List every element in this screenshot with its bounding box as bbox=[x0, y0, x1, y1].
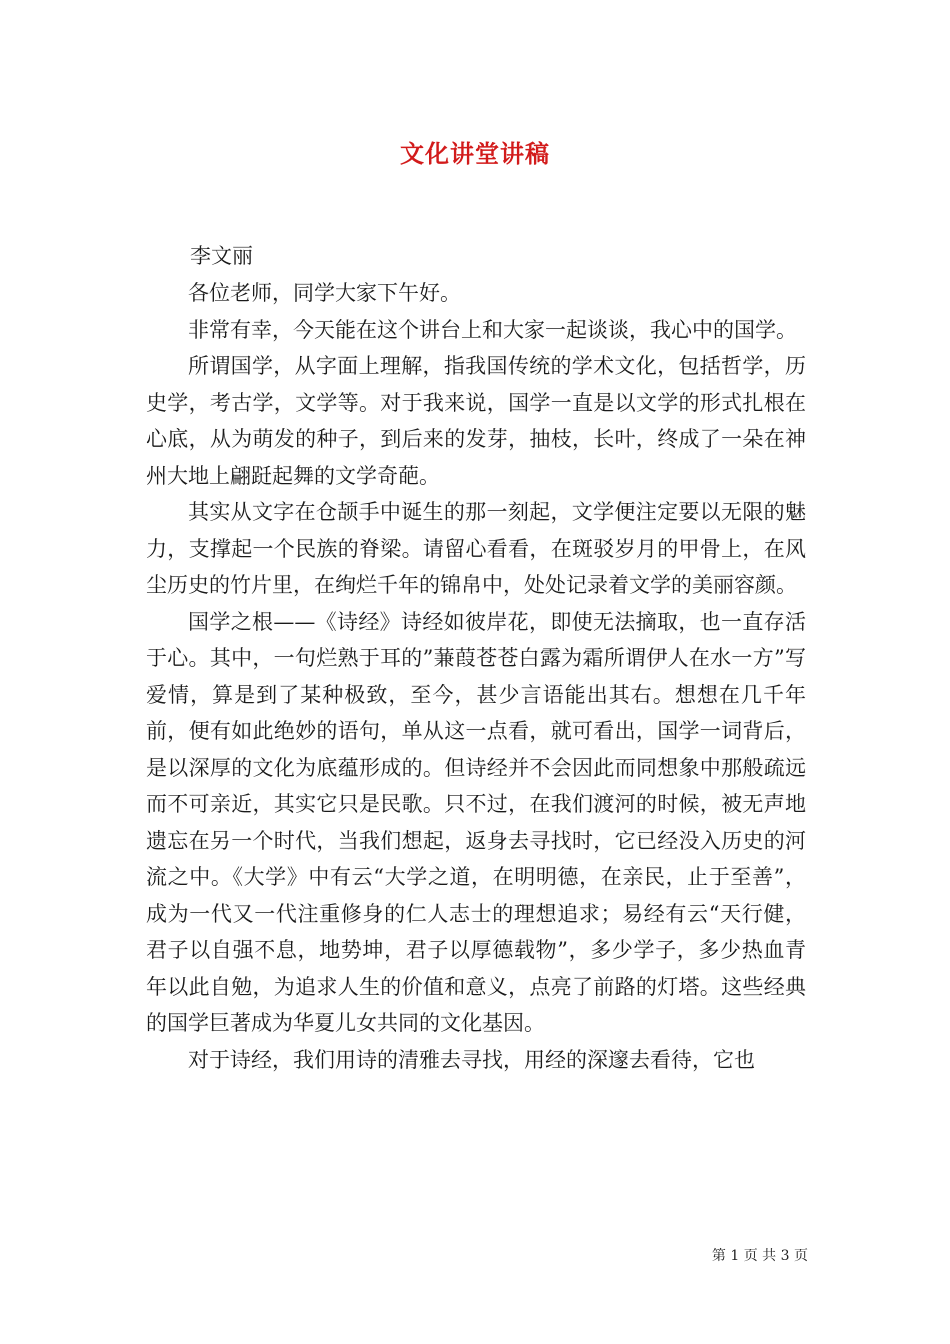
author-name: 李文丽 bbox=[190, 244, 253, 268]
page-number: 第 1 页 共 3 页 bbox=[711, 1248, 808, 1264]
paragraph: 国学之根——《诗经》诗经如彼岸花，即使无法摘取，也一直存活于心。其中，一句烂熟于耳的”蒹葭苍苍白露为霜所谓伊人在水一方”写爱情，算是到了某种极致，至今，甚少言语能出其右。想想在几千年前，便有如此绝妙的语句，单从这一点看，就可看出，国学一词背后，是以深厚的文化为底蕴形成的。但诗经并不会因此而同想象中那般疏远而不可亲近，其实它只是民歌。只不过，在我们渡河的时候，被无声地遗忘在另一个时代，当我们想起，返身去寻找时，它已经没入历史的河流之中。《大学》中有云“大学之道，在明明德，在亲民，止于至善”，成为一代又一代注重修身的仁人志士的理想追求；易经有云“天行健，君子以自强不息，地势坤，君子以厚德载物”，多少学子，多少热血青年以此自勉，为追求人生的价值和意义，点亮了前路的灯塔。这些经典的国学巨著成为华夏儿女共同的文化基因。 bbox=[146, 609, 806, 1035]
paragraph: 所谓国学，从字面上理解，指我国传统的学术文化，包括哲学，历史学，考古学，文学等。对于我来说，国学一直是以文学的形式扎根在心底，从为萌发的种子，到后来的发芽，抽枝，长叶，终成了一朵在神州大地上翩跹起舞的文学奇葩。 bbox=[146, 354, 806, 488]
document-title: 文化讲堂讲稿 bbox=[400, 140, 550, 168]
paragraph: 对于诗经，我们用诗的清雅去寻找，用经的深邃去看待，它也 bbox=[188, 1047, 755, 1072]
paragraph: 非常有幸，今天能在这个讲台上和大家一起谈谈，我心中的国学。 bbox=[188, 317, 797, 342]
document-body bbox=[146, 238, 806, 1078]
paragraph: 其实从文字在仓颉手中诞生的那一刻起，文学便注定要以无限的魅力，支撑起一个民族的脊梁。请留心看看，在斑驳岁月的甲骨上，在风尘历史的竹片里，在绚烂千年的锦帛中，处处记录着文学的美丽容颜。 bbox=[146, 500, 806, 597]
paragraph: 各位老师，同学大家下午好。 bbox=[188, 281, 461, 305]
